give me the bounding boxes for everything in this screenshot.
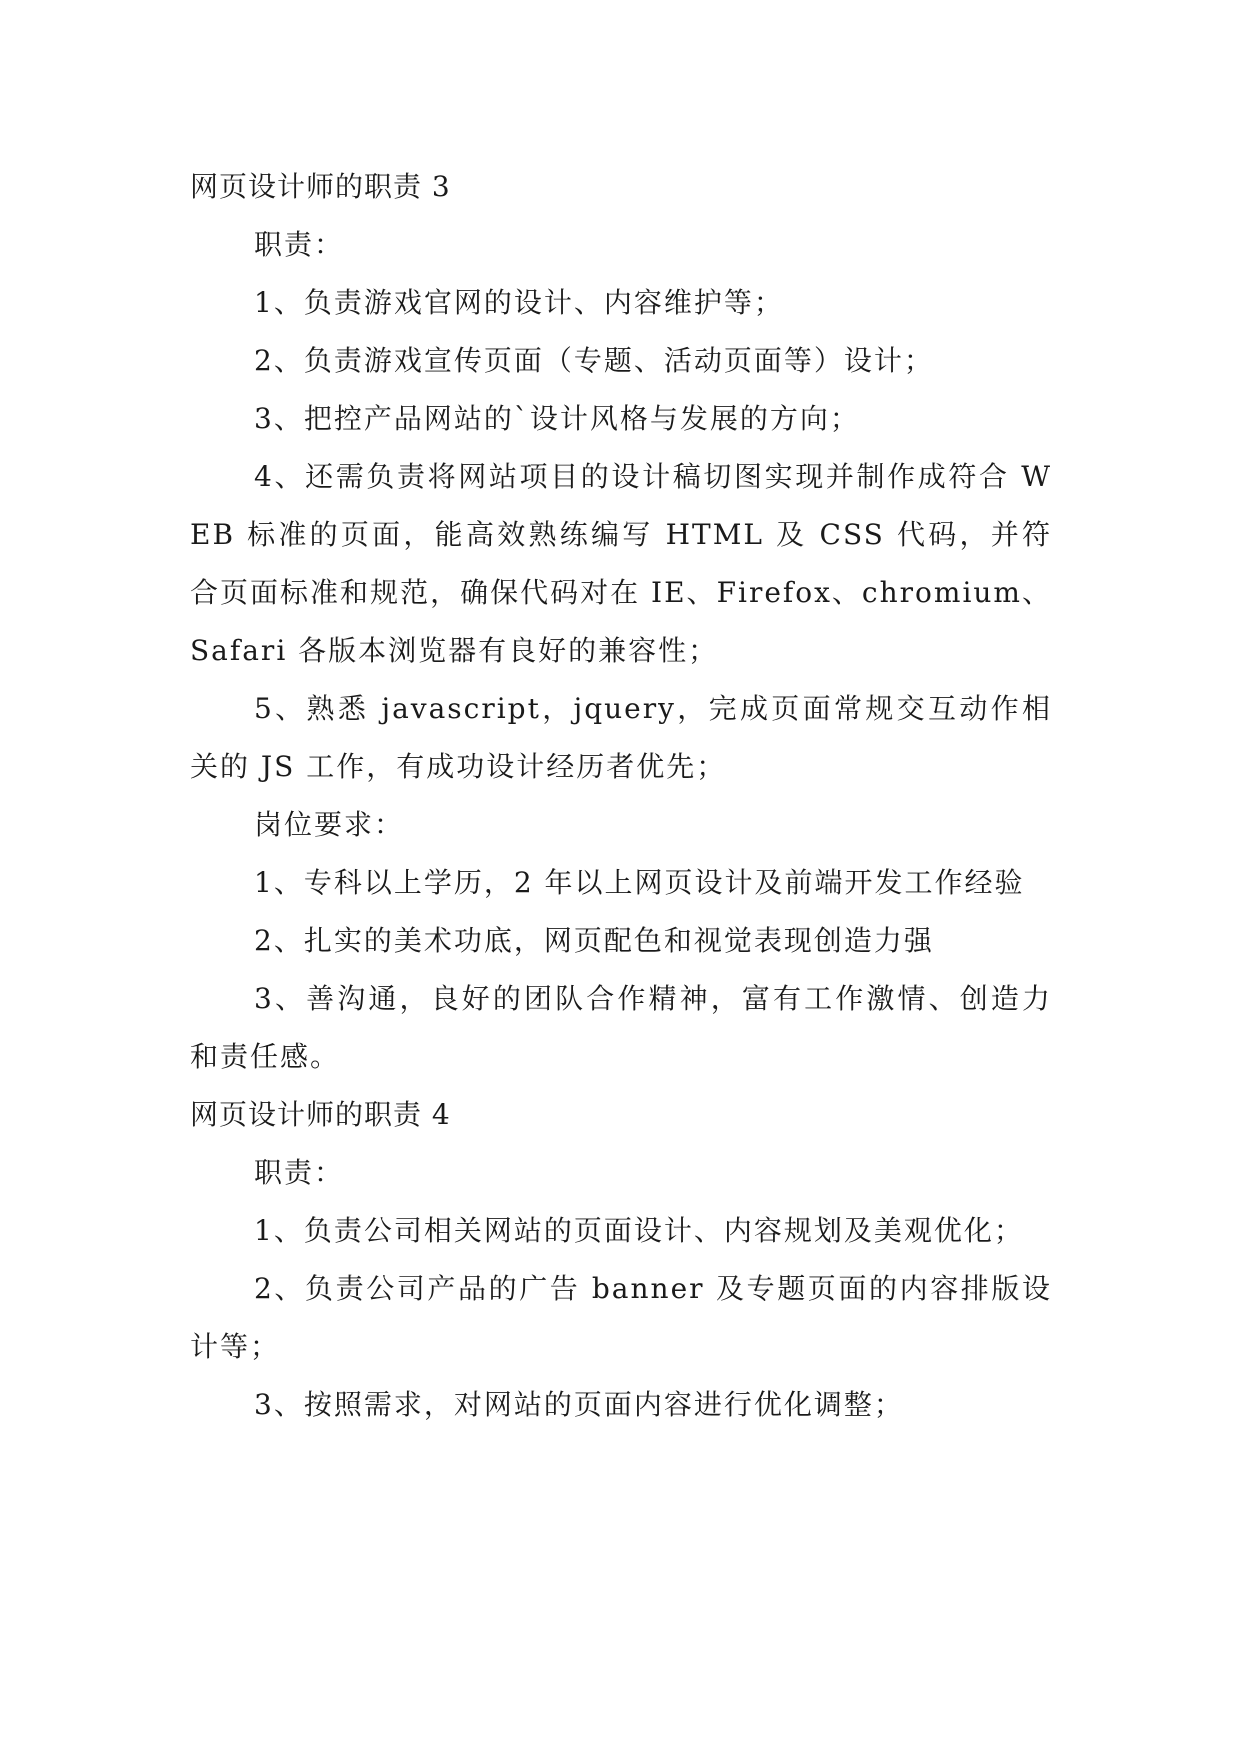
section-3-paragraph: 2、扎实的美术功底，网页配色和视觉表现创造力强: [254, 924, 934, 957]
section-4-paragraph: 2、负责公司产品的广告 banner 及专题页面的内容排版设计等；: [190, 1272, 1052, 1363]
section-3-paragraph: 3、把控产品网站的`设计风格与发展的方向；: [254, 402, 860, 435]
section-4-paragraph: 1、负责公司相关网站的页面设计、内容规划及美观优化；: [254, 1214, 1024, 1247]
section-3-paragraph: 2、负责游戏宣传页面（专题、活动页面等）设计；: [254, 344, 934, 377]
section-3-paragraph: 5、熟悉 javascript，jquery，完成页面常规交互动作相关的 JS 工作，有成功设计经历者优先；: [190, 692, 1052, 783]
section-3-title: 网页设计师的职责 3: [190, 170, 451, 203]
section-3-paragraph: 1、专科以上学历，2 年以上网页设计及前端开发工作经验: [254, 866, 1025, 899]
section-4-paragraph: 职责：: [254, 1156, 345, 1189]
section-4-title: 网页设计师的职责 4: [190, 1098, 451, 1131]
section-3-paragraph: 职责：: [254, 228, 345, 261]
section-4-paragraph: 3、按照需求，对网站的页面内容进行优化调整；: [254, 1388, 904, 1421]
section-3-paragraph: 3、善沟通，良好的团队合作精神，富有工作激情、创造力和责任感。: [190, 982, 1052, 1073]
document-page: [190, 158, 1052, 1434]
section-3-paragraph: 岗位要求：: [254, 808, 405, 841]
section-3-paragraph: 1、负责游戏官网的设计、内容维护等；: [254, 286, 784, 319]
section-3-paragraph: 4、还需负责将网站项目的设计稿切图实现并制作成符合 WEB 标准的页面，能高效熟练编写 HTML 及 CSS 代码，并符合页面标准和规范，确保代码对在 IE、Firefox、chromium、Safari 各版本浏览器有良好的兼容性；: [190, 460, 1052, 667]
